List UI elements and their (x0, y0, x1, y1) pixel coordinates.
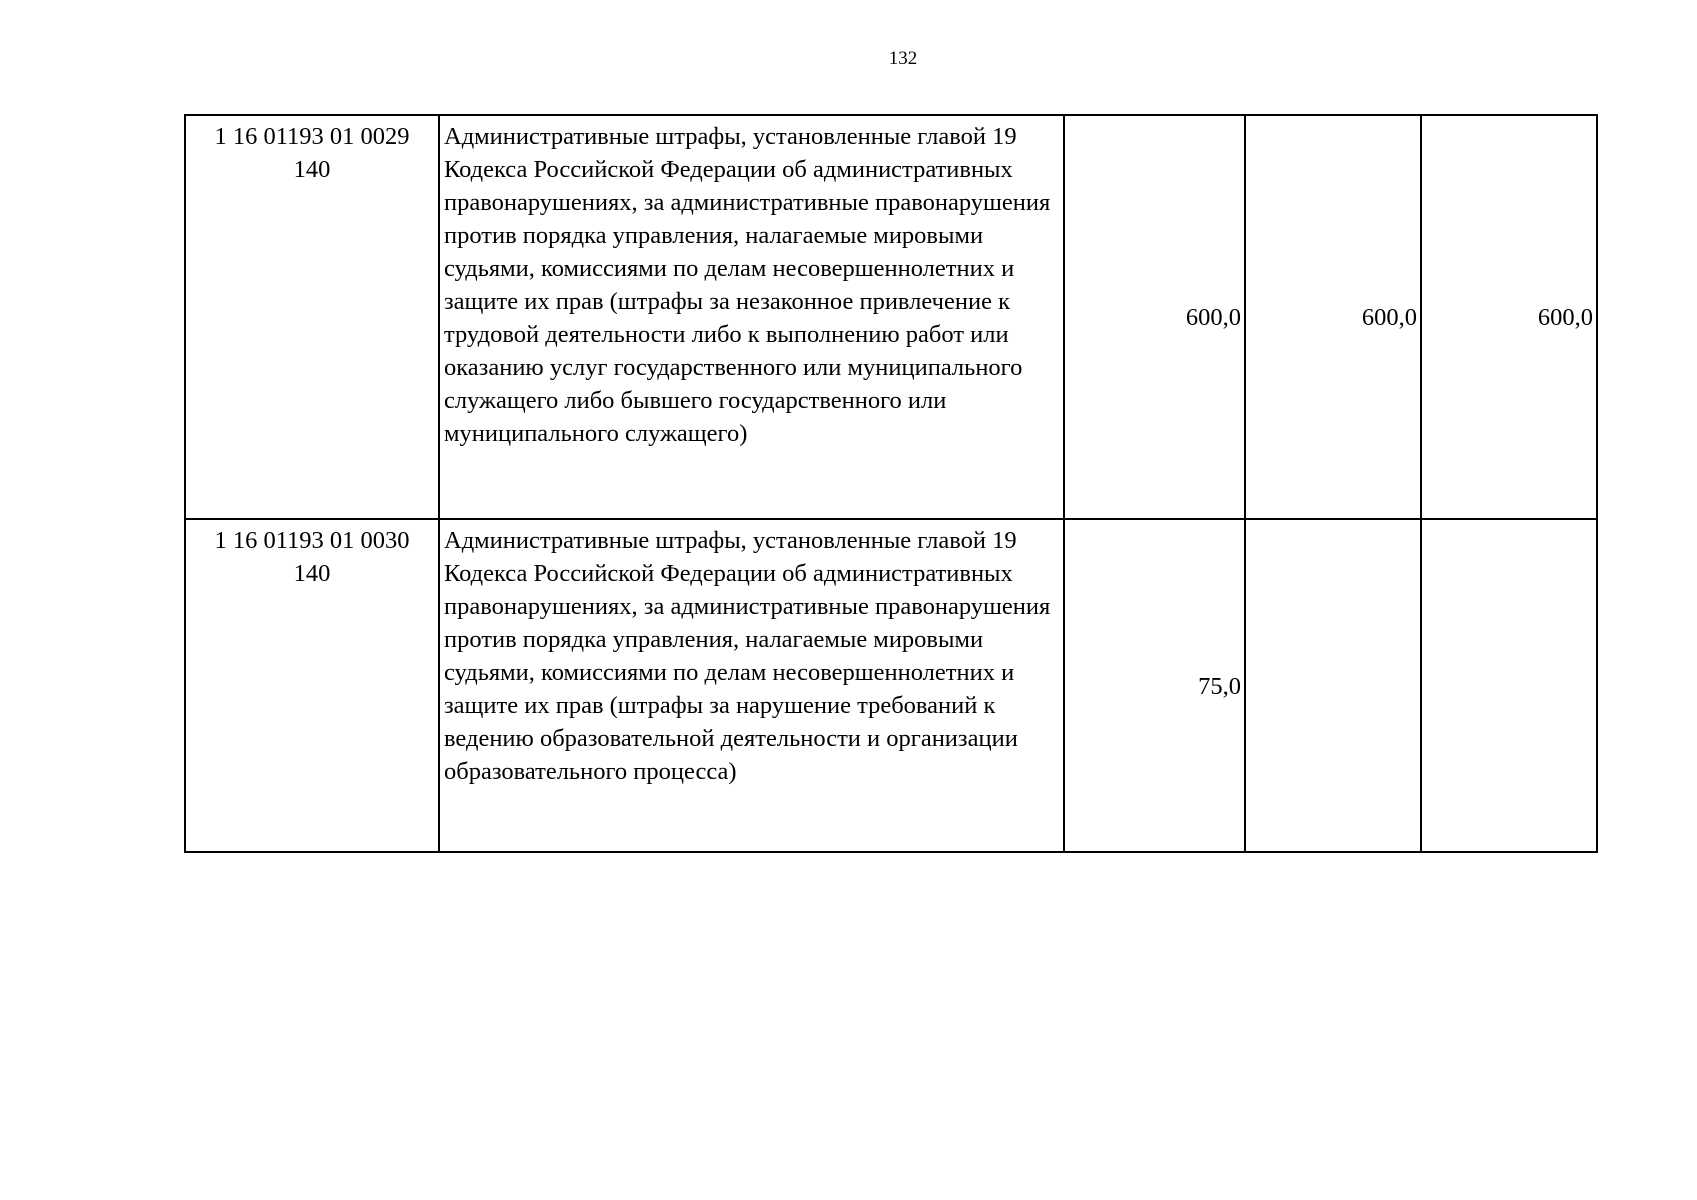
budget-code-cell (185, 519, 439, 852)
table-row (185, 519, 1597, 852)
revenue-description: Административные штрафы, установленные главой 19 Кодекса Российской Федерации об административных правонарушениях, за административные правонарушения против порядка управления, налагаемые мировыми судьями, комиссиями по делам несовершеннолетних и защите их прав (штрафы за нарушение требований к ведению образовательной деятельности и организации образовательного процесса) (439, 519, 1064, 852)
amount-year-2: 600,0 (1245, 115, 1421, 519)
amount-year-2 (1245, 519, 1421, 852)
budget-code: 1 16 01193 01 0029 (214, 123, 410, 150)
page-number: 132 (888, 48, 918, 69)
budget-code-suffix: 140 (293, 560, 331, 587)
amount-year-1: 75,0 (1064, 519, 1245, 852)
budget-code-cell (185, 115, 439, 519)
revenue-table (184, 114, 1598, 853)
revenue-description: Административные штрафы, установленные главой 19 Кодекса Российской Федерации об административных правонарушениях, за административные правонарушения против порядка управления, налагаемые мировыми судьями, комиссиями по делам несовершеннолетних и защите их прав (штрафы за незаконное привлечение к трудовой деятельности либо к выполнению работ или оказанию услуг государственного или муниципального служащего либо бывшего государственного или муниципального служащего) (439, 115, 1064, 519)
amount-year-1: 600,0 (1064, 115, 1245, 519)
amount-year-3 (1421, 519, 1597, 852)
amount-year-3: 600,0 (1421, 115, 1597, 519)
table-row (185, 115, 1597, 519)
budget-code-suffix: 140 (293, 156, 331, 183)
budget-code: 1 16 01193 01 0030 (214, 527, 410, 554)
